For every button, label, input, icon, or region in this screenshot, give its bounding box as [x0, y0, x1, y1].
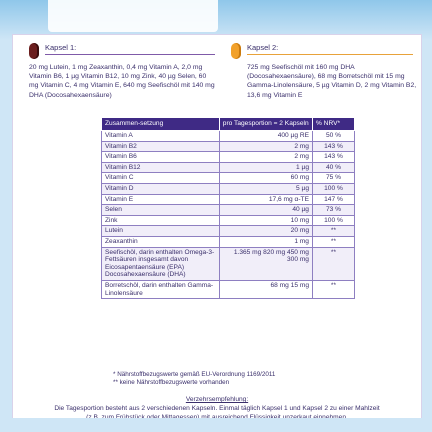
- cell-amount: 2 mg: [219, 152, 312, 163]
- cell-name: Vitamin E: [102, 194, 220, 205]
- cell-name: Zeaxanthin: [102, 236, 220, 247]
- cell-nrv: 143 %: [312, 152, 354, 163]
- table-row: [102, 173, 355, 184]
- table-row: [102, 215, 355, 226]
- table-row: [102, 183, 355, 194]
- cell-amount: 10 mg: [219, 215, 312, 226]
- capsule-1-divider: [45, 54, 215, 55]
- cell-name: Vitamin A: [102, 131, 220, 142]
- cell-nrv: 75 %: [312, 173, 354, 184]
- footnote-no-nrv: ** keine Nährstoffbezugswerte vorhanden: [113, 379, 230, 386]
- cell-name: Vitamin B12: [102, 162, 220, 173]
- cell-nrv: **: [312, 280, 354, 298]
- cell-name: Vitamin B2: [102, 141, 220, 152]
- dosage-line-1: Die Tagesportion besteht aus 2 verschiedenen Kapseln. Einmal täglich Kapsel 1 und Kapsel 2 zu einer Mahlzeit: [54, 405, 380, 412]
- cell-name: Vitamin C: [102, 173, 220, 184]
- cell-nrv: 73 %: [312, 205, 354, 216]
- cell-amount: 68 mg 15 mg: [219, 280, 312, 298]
- cell-nrv: 40 %: [312, 162, 354, 173]
- cell-nrv: 143 %: [312, 141, 354, 152]
- cell-name: Zink: [102, 215, 220, 226]
- table-row: [102, 152, 355, 163]
- bottom-background: [0, 418, 432, 432]
- capsule-2-divider: [247, 54, 413, 55]
- cell-nrv: 100 %: [312, 183, 354, 194]
- cell-amount: 400 µg RE: [219, 131, 312, 142]
- capsule-1-text: 20 mg Lutein, 1 mg Zeaxanthin, 0,4 mg Vitamin A, 2,0 mg Vitamin B6, 1 µg Vitamin B12, 10 mg Zink, 40 µg Selen, 60 mg Vitamin C, 4 mg Vitamin E, 640 mg Seefischöl mit 140 mg DHA (Docosahexaensäure): [29, 64, 215, 99]
- cell-amount: 20 mg: [219, 226, 312, 237]
- cell-nrv: 147 %: [312, 194, 354, 205]
- table-row: [102, 141, 355, 152]
- cell-amount: 2 mg: [219, 141, 312, 152]
- col-header-daily-portion: pro Tagesportion = 2 Kapseln: [219, 118, 312, 131]
- nutrition-table: [101, 117, 355, 299]
- capsule-icon: [29, 43, 39, 59]
- cell-name: Seefischöl, darin enthalten Omega-3-Fettsäuren insgesamt davon Eicosapentaensäure (EPA) Docosahexaensäure (DHA): [102, 247, 220, 280]
- cell-amount: 1.365 mg 820 mg 450 mg 300 mg: [219, 247, 312, 280]
- table-header-row: [102, 118, 355, 131]
- cell-amount: 40 µg: [219, 205, 312, 216]
- cell-amount: 60 mg: [219, 173, 312, 184]
- cell-nrv: 50 %: [312, 131, 354, 142]
- footnote-nrv: * Nährstoffbezugswerte gemäß EU-Verordnung 1169/2011: [113, 371, 276, 378]
- table-row: [102, 226, 355, 237]
- cell-name: Borretschöl, darin enthalten Gamma-Linolensäure: [102, 280, 220, 298]
- capsule-2-heading: Kapsel 2:: [247, 43, 279, 52]
- cell-name: Vitamin B6: [102, 152, 220, 163]
- table-row: [102, 162, 355, 173]
- table-row: [102, 205, 355, 216]
- cell-amount: 1 µg: [219, 162, 312, 173]
- table-row: [102, 236, 355, 247]
- label-panel: [12, 34, 422, 420]
- cell-nrv: 100 %: [312, 215, 354, 226]
- table-row: [102, 247, 355, 280]
- table-row: [102, 280, 355, 298]
- cell-nrv: **: [312, 247, 354, 280]
- cell-name: Selen: [102, 205, 220, 216]
- footnotes: [113, 371, 275, 387]
- cell-amount: 17,6 mg α-TE: [219, 194, 312, 205]
- col-header-nrv: % NRV*: [312, 118, 354, 131]
- top-panel-fragment: [48, 0, 218, 32]
- table-row: [102, 194, 355, 205]
- dosage-heading: Verzehrsempfehlung:: [185, 396, 249, 403]
- capsule-icon: [231, 43, 241, 59]
- cell-amount: 1 mg: [219, 236, 312, 247]
- col-header-composition: Zusammen-setzung: [102, 118, 220, 131]
- cell-name: Lutein: [102, 226, 220, 237]
- table-row: [102, 131, 355, 142]
- cell-nrv: **: [312, 236, 354, 247]
- capsule-1-heading: Kapsel 1:: [45, 43, 77, 52]
- cell-name: Vitamin D: [102, 183, 220, 194]
- cell-nrv: **: [312, 226, 354, 237]
- capsule-2-text: 725 mg Seefischöl mit 160 mg DHA (Docosahexaensäure), 68 mg Borretschöl mit 15 mg Gamma-Linolensäure, 5 µg Vitamin D, 2 mg Vitamin B2, 13,6 mg Vitamin E: [247, 64, 417, 99]
- cell-amount: 5 µg: [219, 183, 312, 194]
